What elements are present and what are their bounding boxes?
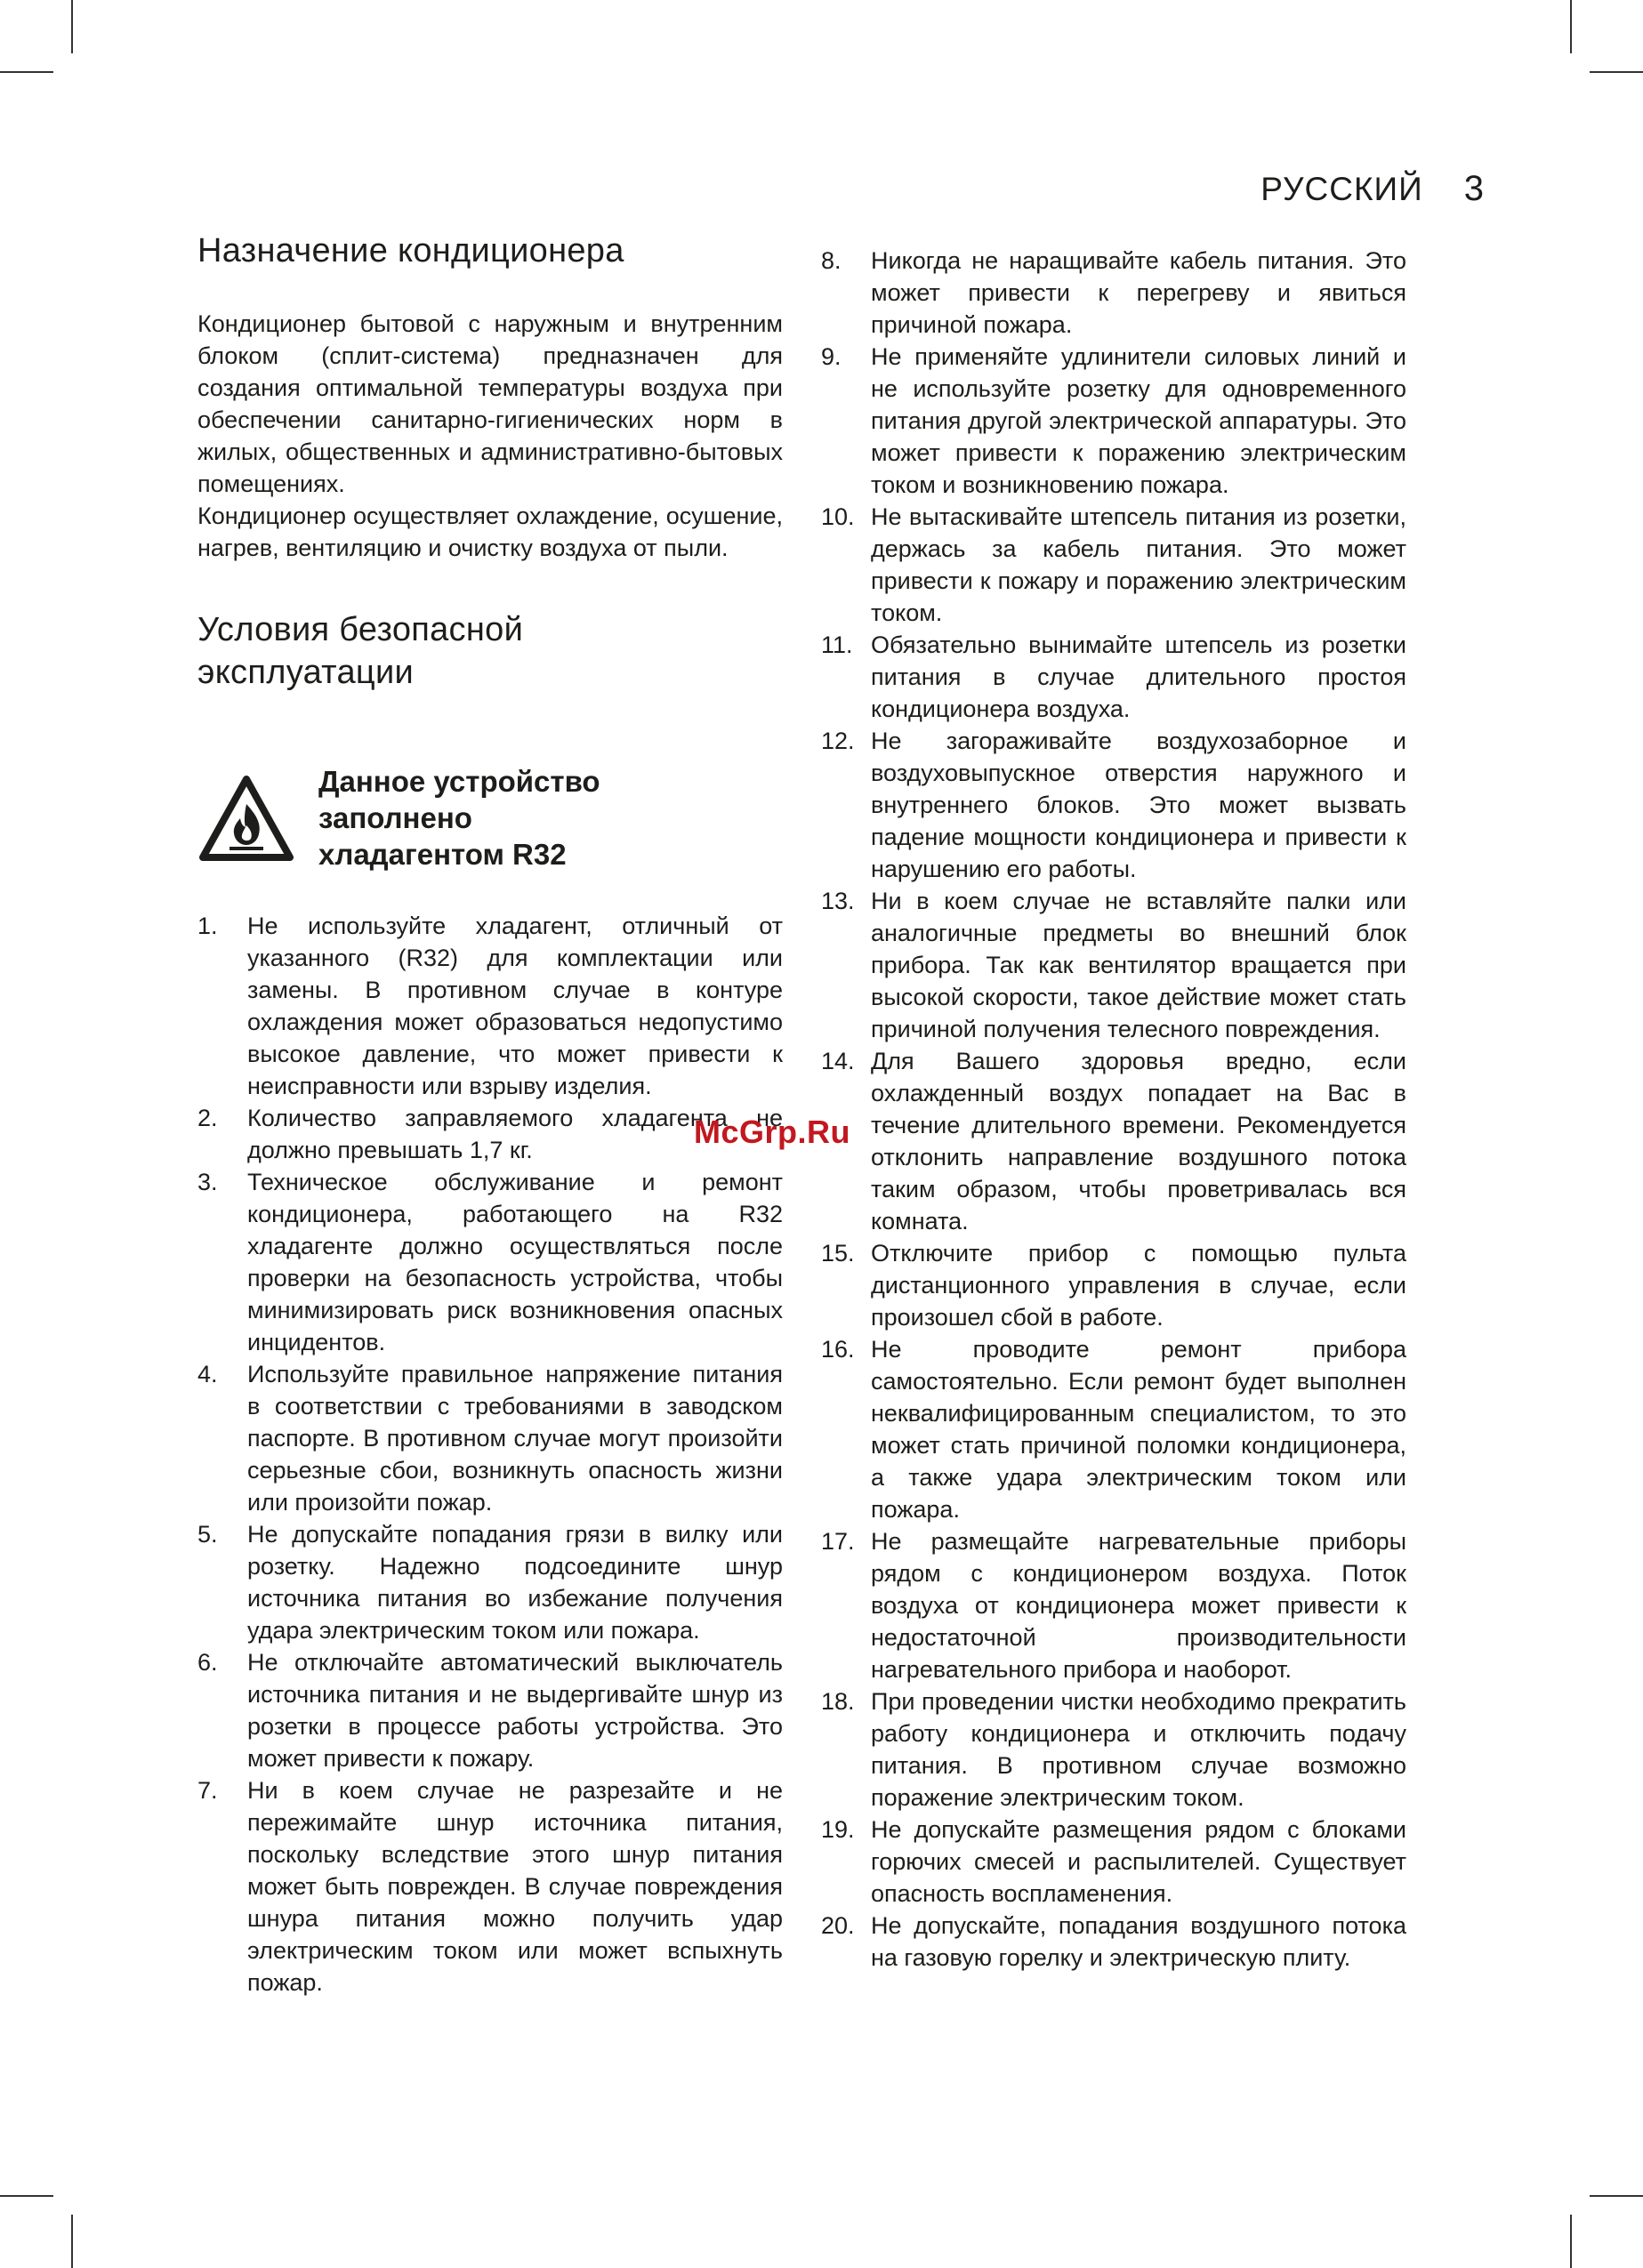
- crop-mark: [0, 2195, 53, 2197]
- list-item: [821, 1910, 1406, 1974]
- crop-mark: [0, 71, 53, 73]
- list-item: [197, 1774, 783, 1999]
- item-text: Не допускайте размещения рядом с блоками горючих смесей и распылителей. Существует опасность воспламенения.: [871, 1816, 1406, 1907]
- item-text: Обязательно вынимайте штепсель из розетки питания в случае длительного простоя кондиционера воздуха.: [871, 631, 1406, 722]
- watermark: McGrp.Ru: [694, 1114, 851, 1150]
- purpose-paragraph-2: Кондиционер осуществляет охлаждение, осушение, нагрев, вентиляцию и очистку воздуха от пыли.: [197, 503, 783, 561]
- crop-mark: [1570, 0, 1572, 53]
- item-number: 20.: [821, 1912, 855, 1939]
- crop-mark: [71, 0, 73, 53]
- item-text: Не вытаскивайте штепсель питания из розетки, держась за кабель питания. Это может привести к пожару и поражению электрическим током.: [871, 503, 1406, 626]
- item-text: Не допускайте, попадания воздушного потока на газовую горелку и электрическую плиту.: [871, 1912, 1406, 1971]
- list-item: [821, 1525, 1406, 1685]
- item-text: Ни в коем случае не вставляйте палки или аналогичные предметы во внешний блок прибора. Так как вентилятор вращается при высокой скорости, такое действие может стать причиной получения телесного повреждения.: [871, 888, 1406, 1042]
- right-column: [821, 245, 1406, 1974]
- item-text: Техническое обслуживание и ремонт кондиционера, работающего на R32 хладагенте должно осуществляться после проверки на безопасность устройства, чтобы минимизировать риск возникновения опасных инцидентов.: [247, 1169, 783, 1355]
- item-text: Количество заправляемого хладагента не должно превышать 1,7 кг.: [247, 1105, 783, 1163]
- item-number: 6.: [197, 1649, 218, 1676]
- item-text: При проведении чистки необходимо прекратить работу кондиционера и отключить подачу питания. В противном случае возможно поражение электрическим током.: [871, 1688, 1406, 1811]
- item-number: 13.: [821, 888, 855, 914]
- crop-mark: [71, 2215, 73, 2268]
- page-header: [1260, 169, 1485, 209]
- warning-line-3: хладагентом R32: [318, 838, 567, 871]
- list-item: [821, 885, 1406, 1045]
- item-number: 17.: [821, 1528, 855, 1555]
- item-number: 7.: [197, 1777, 218, 1804]
- purpose-paragraph-1: Кондиционер бытовой с наружным и внутренним блоком (сплит-система) предназначен для создания оптимальной температуры воздуха при обеспечении санитарно-гигиенических норм в жилых, общественных и административно-бытовых помещениях.: [197, 310, 783, 497]
- warning-title: [318, 763, 600, 873]
- item-text: Не допускайте попадания грязи в вилку или розетку. Надежно подсоедините шнур источника питания во избежание получения удара электрическим током или пожара.: [247, 1521, 783, 1644]
- item-text: Не размещайте нагревательные приборы рядом с кондиционером воздуха. Поток воздуха от кондиционера может привести к недостаточной производительности нагревательного прибора и наоборот.: [871, 1528, 1406, 1683]
- item-number: 8.: [821, 247, 842, 274]
- item-text: Используйте правильное напряжение питания в соответствии с требованиями в заводском паспорте. В противном случае могут произойти серьезные сбои, возникнуть опасность жизни или произойти пожар.: [247, 1361, 783, 1516]
- list-item: [197, 1166, 783, 1358]
- crop-mark: [1570, 2215, 1572, 2268]
- list-item: [821, 1685, 1406, 1814]
- list-item: [197, 1518, 783, 1646]
- list-item: [197, 1358, 783, 1518]
- item-number: 3.: [197, 1169, 218, 1195]
- list-item: [197, 1646, 783, 1774]
- list-item: [821, 629, 1406, 725]
- item-number: 4.: [197, 1361, 218, 1387]
- item-number: 16.: [821, 1336, 855, 1363]
- item-number: 2.: [197, 1105, 218, 1131]
- list-item: [821, 1814, 1406, 1910]
- warning-line-1: Данное устройство: [318, 765, 600, 798]
- item-number: 18.: [821, 1688, 855, 1715]
- list-item: [821, 725, 1406, 885]
- language-label: РУССКИЙ: [1260, 171, 1423, 207]
- item-number: 14.: [821, 1048, 855, 1074]
- list-item: [821, 1237, 1406, 1333]
- list-item: [821, 1045, 1406, 1237]
- item-text: Ни в коем случае не разрезайте и не пережимайте шнур источника питания, поскольку вследствие этого шнур питания может быть поврежден. В случае повреждения шнура питания можно получить удар электрическим током или может вспыхнуть пожар.: [247, 1777, 783, 1996]
- refrigerant-warning: [197, 763, 783, 873]
- list-item: [821, 501, 1406, 629]
- list-item: [821, 245, 1406, 341]
- safety-title-line-2: эксплуатации: [197, 654, 414, 691]
- item-number: 1.: [197, 913, 218, 939]
- item-number: 19.: [821, 1816, 855, 1843]
- item-text: Отключите прибор с помощью пульта дистанционного управления в случае, если произошел сбой в работе.: [871, 1240, 1406, 1331]
- item-text: Не отключайте автоматический выключатель источника питания и не выдергивайте шнур из розетки в процессе работы устройства. Это может привести к пожару.: [247, 1649, 783, 1772]
- crop-mark: [1590, 2195, 1643, 2197]
- item-number: 10.: [821, 503, 855, 530]
- item-number: 12.: [821, 728, 855, 754]
- section-title-purpose: Назначение кондиционера: [197, 232, 624, 269]
- warning-line-2: заполнено: [318, 801, 472, 834]
- crop-mark: [1590, 71, 1643, 73]
- item-text: Никогда не наращивайте кабель питания. Это может привести к перегреву и явиться причиной пожара.: [871, 247, 1406, 338]
- item-text: Не загораживайте воздухозаборное и воздуховыпускное отверстия наружного и внутреннего блоков. Это может вызвать падение мощности кондиционера и привести к нарушению его работы.: [871, 728, 1406, 882]
- item-number: 5.: [197, 1521, 218, 1548]
- safety-list-right: [821, 245, 1406, 1974]
- item-text: Не применяйте удлинители силовых линий и не используйте розетку для одновременного питания другой электрической аппаратуры. Это может привести к поражению электрическим током и возникновению пожара.: [871, 343, 1406, 498]
- item-number: 11.: [821, 631, 853, 658]
- safety-title-line-1: Условия безопасной: [197, 611, 524, 648]
- list-item: [197, 910, 783, 1102]
- item-number: 15.: [821, 1240, 855, 1267]
- page-number: 3: [1463, 169, 1485, 208]
- item-text: Не проводите ремонт прибора самостоятельно. Если ремонт будет выполнен неквалифицированным специалистом, то это может стать причиной поломки кондиционера, а также удара электрическим током или пожара.: [871, 1336, 1406, 1523]
- item-number: 9.: [821, 343, 842, 370]
- item-text: Не используйте хладагент, отличный от указанного (R32) для комплектации или замены. В противном случае в контуре охлаждения может образоваться недопустимо высокое давление, что может привести к неисправности или взрыву изделия.: [247, 913, 783, 1099]
- list-item: [821, 341, 1406, 501]
- safety-list-left: [197, 910, 783, 1999]
- item-text: Для Вашего здоровья вредно, если охлажденный воздух попадает на Вас в течение длительного времени. Рекомендуется отклонить направление воздушного потока таким образом, чтобы проветривалась вся комната.: [871, 1048, 1406, 1235]
- flammable-warning-icon: [197, 774, 295, 863]
- list-item: [821, 1333, 1406, 1525]
- section-title-safety: [197, 608, 783, 694]
